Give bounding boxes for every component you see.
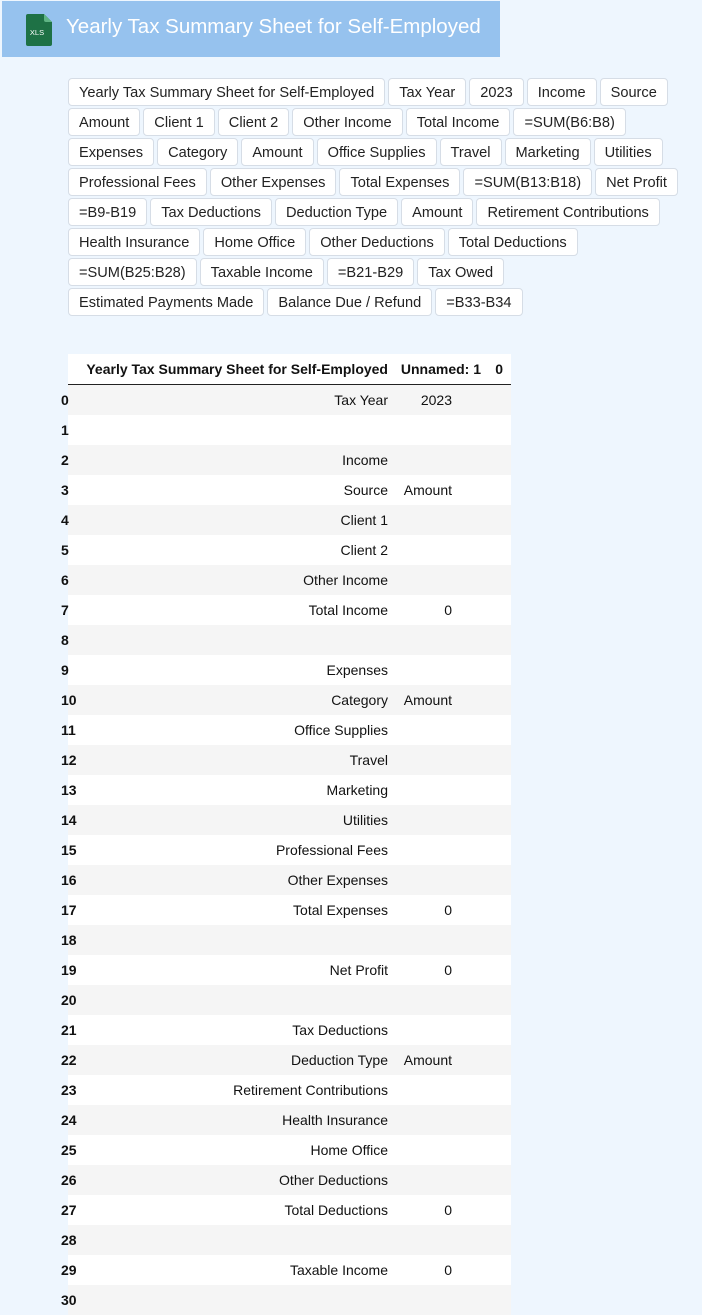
cell-chip[interactable]: Source bbox=[600, 78, 668, 106]
cell-chip[interactable]: Utilities bbox=[594, 138, 663, 166]
table-row bbox=[68, 715, 511, 745]
cell-chip[interactable]: Amount bbox=[401, 198, 473, 226]
table-header-row bbox=[68, 354, 511, 385]
cell-amount: 0 bbox=[388, 895, 481, 925]
column-header-c: 0 bbox=[481, 354, 511, 385]
cell-extra bbox=[481, 415, 511, 445]
row-index: 1 bbox=[68, 415, 84, 445]
cell-extra bbox=[481, 925, 511, 955]
cell-chip[interactable]: =B21-B29 bbox=[327, 258, 414, 286]
cell-chip[interactable]: Tax Year bbox=[388, 78, 466, 106]
table-row bbox=[68, 415, 511, 445]
cell-chip[interactable]: Expenses bbox=[68, 138, 154, 166]
cell-amount bbox=[388, 565, 481, 595]
row-index: 18 bbox=[68, 925, 84, 955]
cell-amount bbox=[388, 1105, 481, 1135]
row-index: 11 bbox=[68, 715, 84, 745]
cell-amount: Amount bbox=[388, 1045, 481, 1075]
cell-chip[interactable]: Yearly Tax Summary Sheet for Self-Employed bbox=[68, 78, 385, 106]
cell-label: Health Insurance bbox=[84, 1105, 388, 1135]
row-index: 30 bbox=[68, 1285, 84, 1315]
table-row bbox=[68, 595, 511, 625]
cell-extra bbox=[481, 955, 511, 985]
cell-extra bbox=[481, 445, 511, 475]
cell-amount bbox=[388, 1135, 481, 1165]
row-index: 5 bbox=[68, 535, 84, 565]
column-header-b: Unnamed: 1 bbox=[388, 354, 481, 385]
cell-chip[interactable]: Home Office bbox=[203, 228, 306, 256]
cell-label: Client 2 bbox=[84, 535, 388, 565]
cell-chip[interactable]: Professional Fees bbox=[68, 168, 207, 196]
cell-extra bbox=[481, 1135, 511, 1165]
row-index: 0 bbox=[68, 385, 84, 416]
cell-chip[interactable]: Estimated Payments Made bbox=[68, 288, 264, 316]
table-row bbox=[68, 775, 511, 805]
cell-amount bbox=[388, 715, 481, 745]
cell-extra bbox=[481, 505, 511, 535]
table-row bbox=[68, 625, 511, 655]
row-index: 8 bbox=[68, 625, 84, 655]
cell-extra bbox=[481, 715, 511, 745]
cell-amount: 0 bbox=[388, 595, 481, 625]
cell-label: Marketing bbox=[84, 775, 388, 805]
cell-extra bbox=[481, 385, 511, 416]
cell-extra bbox=[481, 1165, 511, 1195]
row-index: 15 bbox=[68, 835, 84, 865]
table-row bbox=[68, 1045, 511, 1075]
cell-extra bbox=[481, 625, 511, 655]
table-row bbox=[68, 535, 511, 565]
cell-extra bbox=[481, 1075, 511, 1105]
cell-amount: 0 bbox=[388, 1195, 481, 1225]
cell-extra bbox=[481, 745, 511, 775]
cell-amount bbox=[388, 415, 481, 445]
index-header bbox=[68, 354, 84, 385]
cell-extra bbox=[481, 1195, 511, 1225]
cell-chip[interactable]: =SUM(B25:B28) bbox=[68, 258, 197, 286]
cell-label bbox=[84, 415, 388, 445]
cell-chip[interactable]: Total Deductions bbox=[448, 228, 578, 256]
row-index: 29 bbox=[68, 1255, 84, 1285]
cell-label bbox=[84, 625, 388, 655]
row-index: 6 bbox=[68, 565, 84, 595]
cell-label: Source bbox=[84, 475, 388, 505]
cell-extra bbox=[481, 595, 511, 625]
cell-chip[interactable]: =B9-B19 bbox=[68, 198, 147, 226]
cell-amount bbox=[388, 775, 481, 805]
cell-amount: 0 bbox=[388, 1255, 481, 1285]
cell-extra bbox=[481, 835, 511, 865]
cell-chip[interactable]: Category bbox=[157, 138, 238, 166]
cell-label: Deduction Type bbox=[84, 1045, 388, 1075]
row-index: 25 bbox=[68, 1135, 84, 1165]
cell-chip[interactable]: Total Income bbox=[406, 108, 511, 136]
row-index: 22 bbox=[68, 1045, 84, 1075]
table-row bbox=[68, 385, 511, 416]
table-row bbox=[68, 475, 511, 505]
cell-label: Tax Deductions bbox=[84, 1015, 388, 1045]
cell-amount bbox=[388, 925, 481, 955]
table-row bbox=[68, 565, 511, 595]
cell-chip[interactable]: Tax Owed bbox=[417, 258, 504, 286]
cell-amount bbox=[388, 805, 481, 835]
app-header bbox=[2, 1, 500, 57]
cell-amount bbox=[388, 445, 481, 475]
cell-amount: 0 bbox=[388, 955, 481, 985]
cell-chip[interactable]: Net Profit bbox=[595, 168, 678, 196]
cell-amount: Amount bbox=[388, 685, 481, 715]
cell-extra bbox=[481, 985, 511, 1015]
cell-amount bbox=[388, 505, 481, 535]
cell-chip[interactable]: Marketing bbox=[505, 138, 591, 166]
row-index: 20 bbox=[68, 985, 84, 1015]
cell-amount bbox=[388, 535, 481, 565]
cell-chip[interactable]: =SUM(B6:B8) bbox=[513, 108, 625, 136]
cell-label: Total Expenses bbox=[84, 895, 388, 925]
cell-label: Category bbox=[84, 685, 388, 715]
table-row bbox=[68, 985, 511, 1015]
table-row bbox=[68, 1075, 511, 1105]
cell-chip[interactable]: =SUM(B13:B18) bbox=[463, 168, 592, 196]
row-index: 28 bbox=[68, 1225, 84, 1255]
cell-label: Utilities bbox=[84, 805, 388, 835]
table-row bbox=[68, 745, 511, 775]
cell-amount bbox=[388, 1015, 481, 1045]
cell-extra bbox=[481, 1285, 511, 1315]
cell-extra bbox=[481, 865, 511, 895]
cell-label: Travel bbox=[84, 745, 388, 775]
table-row bbox=[68, 895, 511, 925]
cell-chip[interactable]: Client 1 bbox=[143, 108, 214, 136]
cell-chip[interactable]: Amount bbox=[241, 138, 313, 166]
cell-chip[interactable]: Retirement Contributions bbox=[476, 198, 659, 226]
cell-label: Other Deductions bbox=[84, 1165, 388, 1195]
cell-extra bbox=[481, 1255, 511, 1285]
cell-label: Total Income bbox=[84, 595, 388, 625]
row-index: 12 bbox=[68, 745, 84, 775]
cell-extra bbox=[481, 895, 511, 925]
table-row bbox=[68, 1165, 511, 1195]
cell-chip[interactable]: Other Income bbox=[292, 108, 402, 136]
cell-extra bbox=[481, 535, 511, 565]
table-row bbox=[68, 835, 511, 865]
cell-chip[interactable]: Office Supplies bbox=[317, 138, 437, 166]
cell-extra bbox=[481, 1045, 511, 1075]
page-title: Yearly Tax Summary Sheet for Self-Employed bbox=[66, 15, 481, 38]
row-index: 23 bbox=[68, 1075, 84, 1105]
cell-amount bbox=[388, 1165, 481, 1195]
svg-text:XLS: XLS bbox=[29, 28, 45, 37]
cell-label: Office Supplies bbox=[84, 715, 388, 745]
table-row bbox=[68, 445, 511, 475]
cell-chip[interactable]: Tax Deductions bbox=[150, 198, 272, 226]
row-index: 3 bbox=[68, 475, 84, 505]
cell-amount bbox=[388, 1225, 481, 1255]
table-row bbox=[68, 1135, 511, 1165]
cell-amount: Amount bbox=[388, 475, 481, 505]
cell-amount bbox=[388, 835, 481, 865]
cell-chip[interactable]: 2023 bbox=[469, 78, 523, 106]
table-row bbox=[68, 955, 511, 985]
cell-extra bbox=[481, 775, 511, 805]
row-index: 26 bbox=[68, 1165, 84, 1195]
cell-extra bbox=[481, 1105, 511, 1135]
cell-chip[interactable]: Deduction Type bbox=[275, 198, 398, 226]
cell-label: Retirement Contributions bbox=[84, 1075, 388, 1105]
row-index: 19 bbox=[68, 955, 84, 985]
table-row bbox=[68, 1015, 511, 1045]
cell-amount bbox=[388, 745, 481, 775]
row-index: 13 bbox=[68, 775, 84, 805]
cell-chip[interactable]: Balance Due / Refund bbox=[267, 288, 432, 316]
table-row bbox=[68, 1195, 511, 1225]
row-index: 9 bbox=[68, 655, 84, 685]
row-index: 7 bbox=[68, 595, 84, 625]
cell-label: Taxable Income bbox=[84, 1255, 388, 1285]
cell-label: Home Office bbox=[84, 1135, 388, 1165]
cell-amount bbox=[388, 655, 481, 685]
cell-label bbox=[84, 1285, 388, 1315]
row-index: 14 bbox=[68, 805, 84, 835]
cell-label bbox=[84, 1225, 388, 1255]
cell-chip[interactable]: Other Deductions bbox=[309, 228, 445, 256]
table-row bbox=[68, 1255, 511, 1285]
table-row bbox=[68, 925, 511, 955]
cell-extra bbox=[481, 1225, 511, 1255]
cell-label: Other Income bbox=[84, 565, 388, 595]
cell-amount bbox=[388, 985, 481, 1015]
cell-label bbox=[84, 985, 388, 1015]
cell-label: Tax Year bbox=[84, 385, 388, 416]
xls-file-icon bbox=[24, 14, 52, 46]
cell-value-chips bbox=[68, 78, 688, 316]
table-row bbox=[68, 805, 511, 835]
cell-chip[interactable]: Travel bbox=[440, 138, 502, 166]
cell-extra bbox=[481, 565, 511, 595]
table-row bbox=[68, 685, 511, 715]
cell-chip[interactable]: Taxable Income bbox=[200, 258, 324, 286]
table-row bbox=[68, 655, 511, 685]
cell-chip[interactable]: Total Expenses bbox=[339, 168, 460, 196]
cell-amount bbox=[388, 865, 481, 895]
cell-extra bbox=[481, 1015, 511, 1045]
cell-extra bbox=[481, 685, 511, 715]
cell-extra bbox=[481, 475, 511, 505]
table-row bbox=[68, 505, 511, 535]
cell-chip[interactable]: Client 2 bbox=[218, 108, 289, 136]
row-index: 10 bbox=[68, 685, 84, 715]
cell-chip[interactable]: Health Insurance bbox=[68, 228, 200, 256]
cell-label: Net Profit bbox=[84, 955, 388, 985]
cell-label: Other Expenses bbox=[84, 865, 388, 895]
row-index: 27 bbox=[68, 1195, 84, 1225]
cell-chip[interactable]: Income bbox=[527, 78, 597, 106]
cell-chip[interactable]: Amount bbox=[68, 108, 140, 136]
cell-label: Client 1 bbox=[84, 505, 388, 535]
cell-label bbox=[84, 925, 388, 955]
row-index: 16 bbox=[68, 865, 84, 895]
cell-label: Income bbox=[84, 445, 388, 475]
cell-label: Expenses bbox=[84, 655, 388, 685]
table-row bbox=[68, 1105, 511, 1135]
cell-amount bbox=[388, 625, 481, 655]
row-index: 24 bbox=[68, 1105, 84, 1135]
cell-amount bbox=[388, 1075, 481, 1105]
table-row bbox=[68, 1285, 511, 1315]
data-table bbox=[61, 354, 511, 1315]
row-index: 21 bbox=[68, 1015, 84, 1045]
cell-label: Professional Fees bbox=[84, 835, 388, 865]
cell-label: Total Deductions bbox=[84, 1195, 388, 1225]
column-header-a: Yearly Tax Summary Sheet for Self-Employed bbox=[84, 354, 388, 385]
cell-amount: 2023 bbox=[388, 385, 481, 416]
table-row bbox=[68, 865, 511, 895]
row-index: 2 bbox=[68, 445, 84, 475]
cell-extra bbox=[481, 655, 511, 685]
data-table-container bbox=[61, 354, 511, 1315]
row-index: 4 bbox=[68, 505, 84, 535]
cell-extra bbox=[481, 805, 511, 835]
table-row bbox=[68, 1225, 511, 1255]
cell-chip[interactable]: =B33-B34 bbox=[435, 288, 522, 316]
cell-chip[interactable]: Other Expenses bbox=[210, 168, 337, 196]
cell-amount bbox=[388, 1285, 481, 1315]
row-index: 17 bbox=[68, 895, 84, 925]
